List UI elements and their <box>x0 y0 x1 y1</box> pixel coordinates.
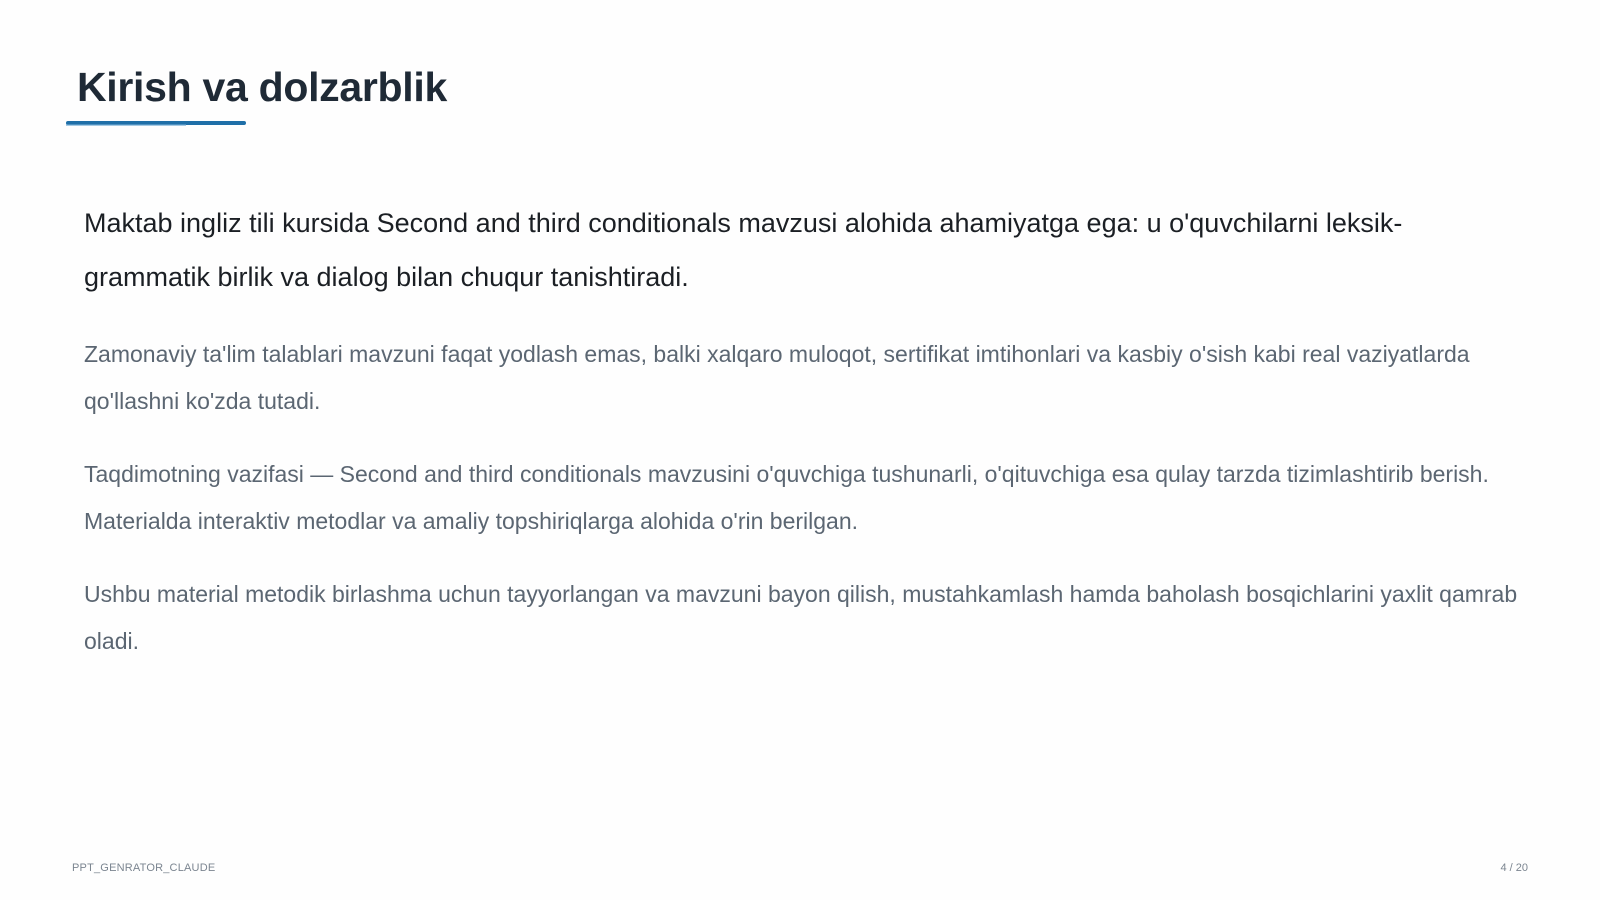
title-underline-accent <box>66 124 186 126</box>
body-paragraph-2: Taqdimotning vazifasi — Second and third conditionals mavzusini o'quvchiga tushunarli, o'qituvchiga esa qulay tarzda tizimlashtirib berish. Materialda interaktiv metodlar va amaliy topshiriqlarga alohida o'rin berilgan. <box>84 461 1489 534</box>
body-paragraph-1: Zamonaviy ta'lim talablari mavzuni faqat yodlash emas, balki xalqaro muloqot, sertifikat imtihonlari va kasbiy o'sish kabi real vaziyatlarda qo'llashni ko'zda tutadi. <box>84 341 1470 414</box>
body-paragraph-3: Ushbu material metodik birlashma uchun tayyorlangan va mavzuni bayon qilish, mustahkamlash hamda baholash bosqichlarini yaxlit qamrab oladi. <box>84 581 1518 654</box>
page-number: 4 / 20 <box>1500 862 1528 874</box>
lead-paragraph: Maktab ingliz tili kursida Second and third conditionals mavzusi alohida ahamiyatga ega: u o'quvchilarni leksik-grammatik birlik va dialog bilan chuqur tanishtiradi. <box>84 208 1403 292</box>
slide-content <box>84 196 1524 691</box>
slide-title: Kirish va dolzarblik <box>77 64 447 110</box>
footer-source-label: PPT_GENRATOR_CLAUDE <box>72 862 216 874</box>
